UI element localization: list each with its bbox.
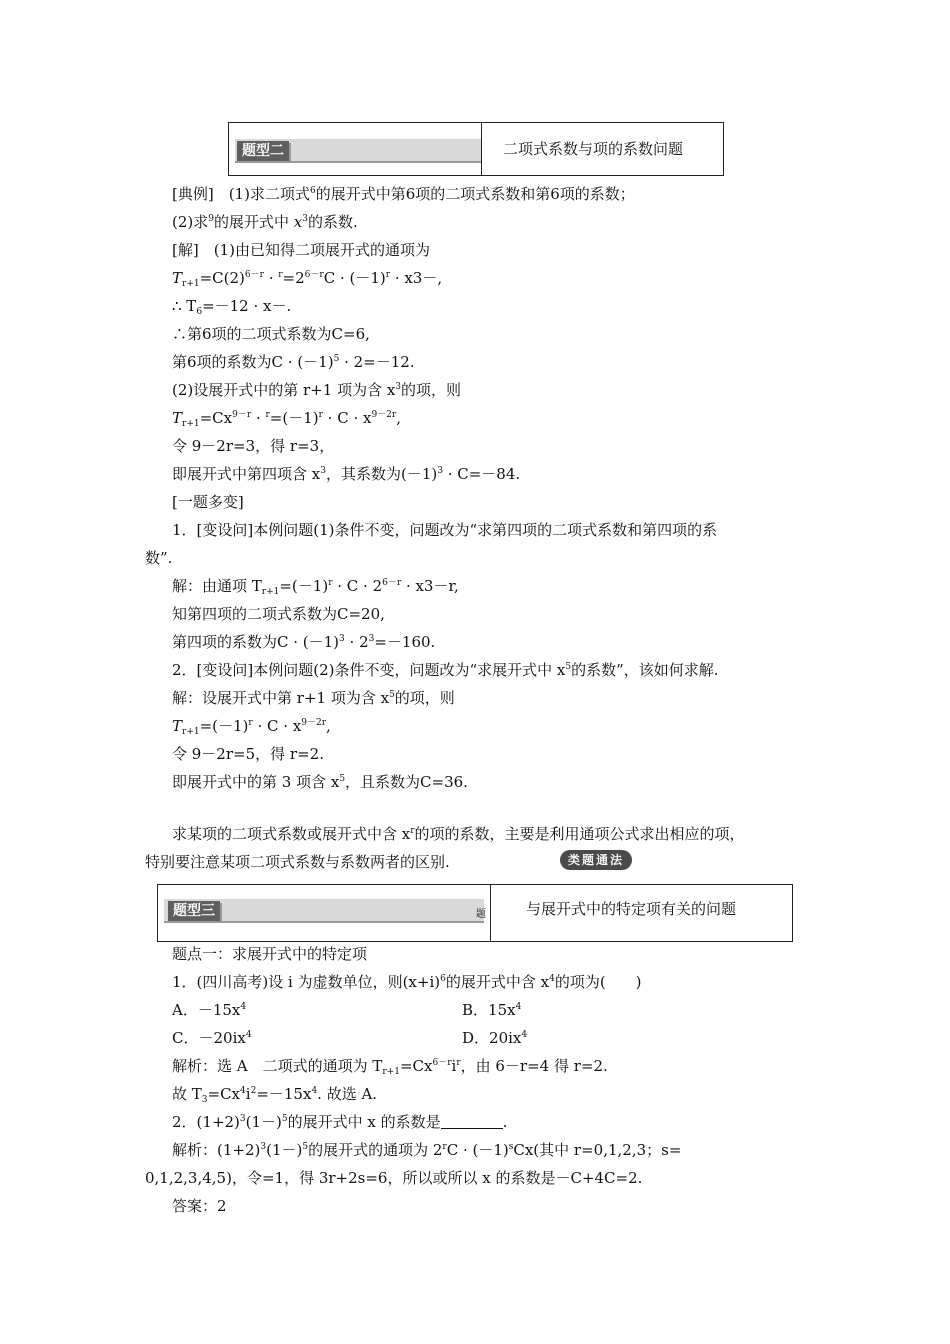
- solution-1b: 故 $T_3=Cx^4i^2=-15x^4$. 故选 A.: [172, 1085, 378, 1105]
- banner-side-mark: 题: [476, 909, 486, 920]
- variant2-sol-4: 即展开式中的第 3 项含 $x^5$，且系数为C=36.: [172, 773, 468, 791]
- question-2: 2．$(1+2)^3(1-)^5$的展开式中 x 的系数是 .: [172, 1113, 508, 1131]
- answer-blank: [441, 1114, 503, 1129]
- example-line-1: [典例] (1)求二项式$^6$的展开式中第6项的二项式系数和第6项的系数；: [172, 185, 635, 203]
- variant2-sol-1: 解：设展开式中第 r+1 项为含 $x^5$的项，则: [172, 689, 455, 707]
- option-d: D．$20ix^4$: [462, 1029, 528, 1047]
- solution-head: [解] (1)由已知得二项展开式的通项为: [172, 241, 430, 259]
- t6-line: ∴ $T_6=-12 \cdot x-$.: [172, 297, 292, 317]
- section-banner-2: [228, 122, 724, 176]
- part2-line: (2)设展开式中的第 r+1 项为含 $x^3$的项，则: [172, 381, 462, 399]
- variants-head: [一题多变]: [172, 493, 244, 511]
- coef6-line: ∴第6项的二项式系数为C=6,: [172, 325, 370, 343]
- banner-divider: [481, 123, 482, 175]
- method-line-1: 求某项的二项式系数或展开式中含 $x^r$的项的系数，主要是利用通项公式求出相应的项，: [172, 825, 745, 843]
- solution-2a: 解析：$(1+2)^3(1-)^5$的展开式的通项为 $2^rC \cdot (-1)^sCx$(其中 r=0,1,2,3；s=: [172, 1141, 682, 1159]
- solution-1: 解析：选 A 二项式的通项为 $T_{r+1}=Cx^{6-r}i^r$，由 6－r=4 得 r=2.: [172, 1057, 608, 1077]
- variant1-sol-1: 解：由通项 $T_{r+1}=(-1)^r \cdot C \cdot 2^{6-r} \cdot x3-r$,: [172, 577, 459, 597]
- option-b: B．$15x^4$: [462, 1001, 522, 1019]
- option-a: A．$-15x^4$: [172, 1001, 247, 1019]
- equation-2: $T_{r+1}=Cx^{9-r} \cdot ^r=(-1)^r \cdot C \cdot x^{9-2r}$,: [172, 409, 401, 429]
- section-tag: 题型二: [237, 141, 289, 161]
- point-line: 题点一：求展开式中的特定项: [172, 945, 368, 963]
- method-pill: 类题通法: [560, 850, 632, 870]
- variant1-sol-3: 第四项的系数为$C \cdot (-1)^3 \cdot 2^3=-160$.: [172, 633, 436, 651]
- answer-line: 答案：2: [172, 1197, 227, 1215]
- let-line-1: 令 9－2r=3，得 r=3，: [172, 437, 335, 455]
- variant2-sol-3: 令 9－2r=5，得 r=2.: [172, 745, 324, 763]
- result-line-1: 即展开式中第四项含 $x^3$，其系数为$(-1)^3 \cdot C=-84$.: [172, 465, 521, 483]
- section-title: 二项式系数与项的系数问题: [503, 140, 684, 158]
- question-1: 1．(四川高考)设 i 为虚数单位，则$(x+i)^6$的展开式中含 $x^4$的项为( ): [172, 973, 642, 991]
- variant1-line-b: 数”.: [145, 549, 173, 567]
- example-line-2: (2)求$^9$的展开式中 $x^3$的系数.: [172, 213, 358, 231]
- coef6b-line: 第6项的系数为$C \cdot (-1)^5 \cdot 2=-12$.: [172, 353, 415, 371]
- section-banner-3: [157, 884, 793, 942]
- section-tag: 题型三: [168, 901, 220, 921]
- variant2-line: 2．[变设问]本例问题(2)条件不变，问题改为“求展开式中 $x^5$的系数”，该如何求解.: [172, 661, 719, 679]
- variant1-sol-2: 知第四项的二项式系数为C=20,: [172, 605, 385, 623]
- equation-1: $T_{r+1}=C(2)^{6-r} \cdot ^r=2^{6-r}C \cdot (-1)^r \cdot x3-$,: [172, 269, 443, 289]
- solution-2b: 0,1,2,3,4,5)，令=1，得 3r+2s=6，所以或所以 x 的系数是－C+4C=2.: [145, 1169, 643, 1187]
- banner-divider: [490, 885, 491, 941]
- option-c: C．$-20ix^4$: [172, 1029, 252, 1047]
- variant2-sol-2: $T_{r+1}=(-1)^r \cdot C \cdot x^{9-2r}$,: [172, 717, 331, 737]
- section-title: 与展开式中的特定项有关的问题: [526, 900, 737, 918]
- method-line-2: 特别要注意某项二项式系数与系数两者的区别.: [145, 853, 450, 871]
- variant1-line-a: 1．[变设问]本例问题(1)条件不变，问题改为“求第四项的二项式系数和第四项的系: [172, 521, 718, 539]
